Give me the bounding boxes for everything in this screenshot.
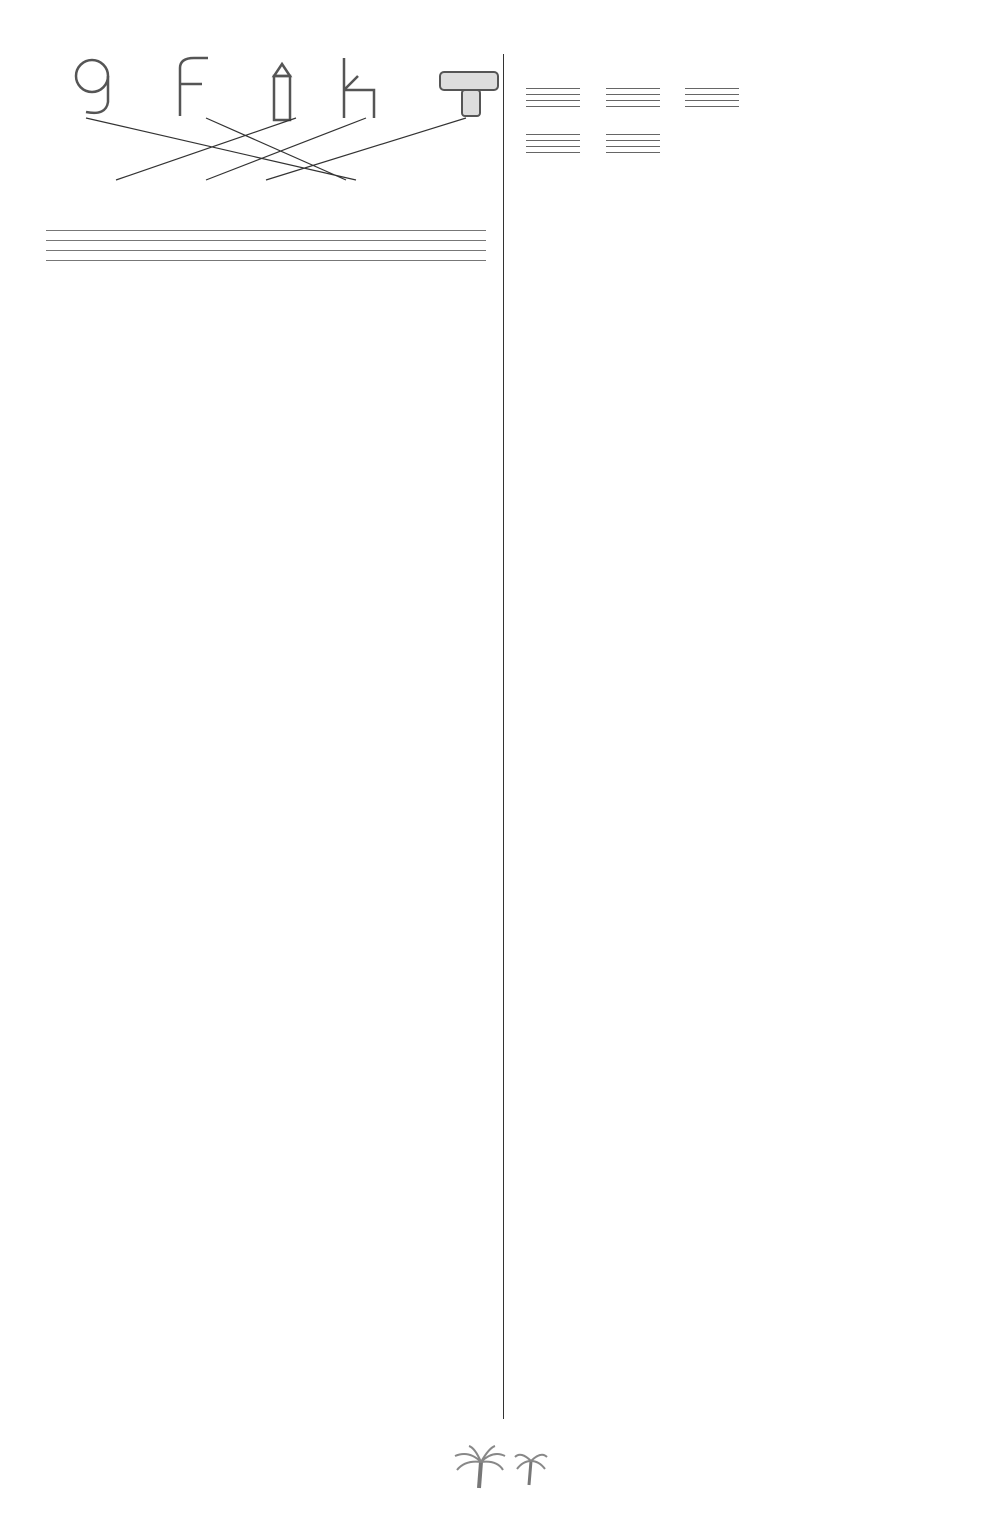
column-divider (503, 54, 504, 1419)
gun-icon (440, 72, 498, 116)
page-footer (0, 1444, 1000, 1490)
answer-row (30, 365, 488, 396)
listening-row (30, 567, 488, 598)
answer-row (30, 334, 488, 365)
listening-line (30, 753, 488, 784)
palm-tree-icon (451, 1444, 507, 1490)
answer-row (30, 303, 488, 334)
answer-row (522, 196, 980, 227)
handwriting-lines (46, 222, 486, 264)
right-column (522, 54, 980, 227)
answer-rows-b (30, 365, 488, 458)
answer-row (30, 427, 488, 458)
palm-tree-icon (513, 1447, 549, 1487)
listening-row (30, 598, 488, 629)
answer-row (30, 396, 488, 427)
answer-row (30, 272, 488, 303)
listening-line (30, 691, 488, 722)
section-title (30, 504, 488, 536)
listening-line (30, 660, 488, 691)
handwriting-answer-row (522, 73, 980, 119)
chair-icon (344, 58, 374, 118)
ice-cream-icon (274, 64, 290, 120)
nine-shaped-figure-icon (76, 60, 108, 113)
handwriting-answer-row (522, 119, 980, 165)
matching-exercise (30, 54, 488, 272)
letter-pairs (66, 174, 506, 224)
fish-hook-icon (180, 58, 208, 116)
matching-answer (522, 165, 980, 196)
listening-line (30, 784, 488, 815)
answer-rows-a (30, 272, 488, 365)
listening-line (30, 629, 488, 660)
listening-line (30, 722, 488, 753)
left-column (30, 54, 488, 815)
